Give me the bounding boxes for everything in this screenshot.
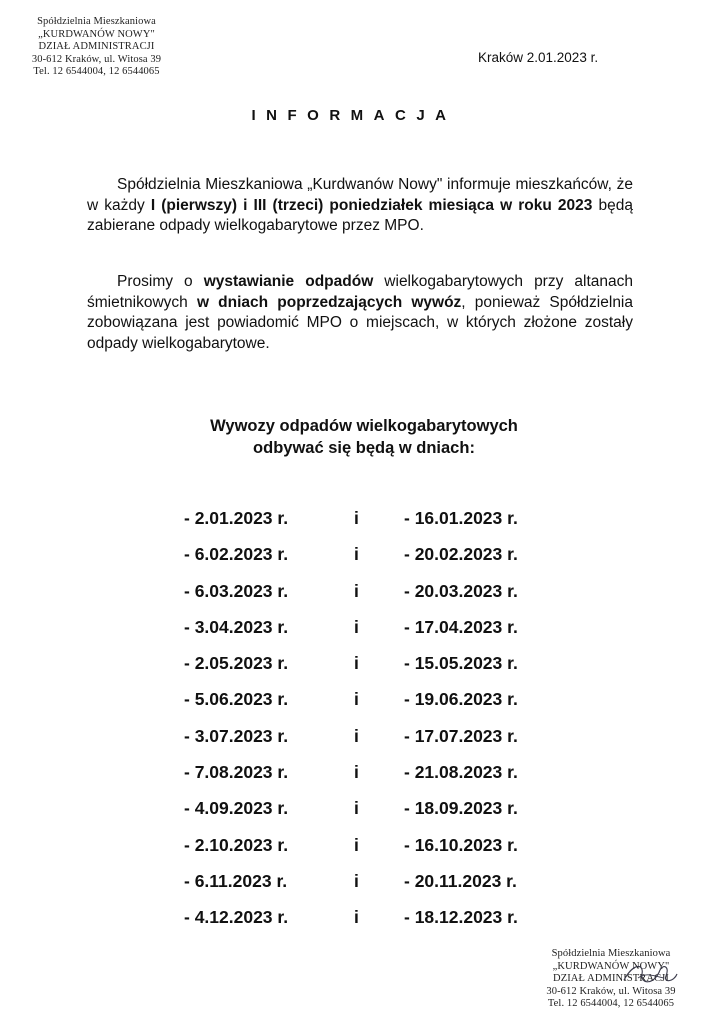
paragraph-2-bold-2: w dniach poprzedzających wywóz <box>196 293 462 311</box>
conjunction: i <box>354 762 359 783</box>
conjunction: i <box>354 653 359 674</box>
first-date: - 3.07.2023 r. <box>184 725 289 746</box>
first-date: - 4.09.2023 r. <box>184 798 289 819</box>
schedule-heading-line-2: odbywać się będą w dniach: <box>253 439 475 457</box>
schedule-row <box>0 726 708 762</box>
second-date: - 21.08.2023 r. <box>404 762 518 783</box>
conjunction: i <box>354 544 359 565</box>
stamp-line: 30-612 Kraków, ul. Witosa 39 <box>546 985 676 997</box>
conjunction: i <box>354 616 359 637</box>
schedule-row <box>0 835 708 871</box>
schedule-row <box>0 798 708 834</box>
first-date: - 3.04.2023 r. <box>184 616 289 637</box>
conjunction: i <box>354 907 359 928</box>
second-date: - 19.06.2023 r. <box>404 689 518 710</box>
conjunction: i <box>354 689 359 710</box>
first-date: - 5.06.2023 r. <box>184 689 289 710</box>
stamp-line: DZIAŁ ADMINISTRACJI <box>38 41 155 52</box>
conjunction: i <box>354 798 359 819</box>
second-date: - 18.09.2023 r. <box>404 798 518 819</box>
schedule-row <box>0 762 708 798</box>
conjunction: i <box>354 725 359 746</box>
stamp-line: Tel. 12 6544004, 12 6544065 <box>33 66 160 77</box>
stamp-line: Spółdzielnia Mieszkaniowa <box>37 16 156 27</box>
schedule-heading <box>0 415 708 459</box>
first-date: - 2.10.2023 r. <box>184 834 289 855</box>
first-date: - 2.05.2023 r. <box>184 653 289 674</box>
schedule-row <box>0 617 708 653</box>
schedule-row <box>0 544 708 580</box>
paragraph-2-text-1: Prosimy o <box>117 273 204 290</box>
second-date: - 16.10.2023 r. <box>404 834 518 855</box>
first-date: - 6.03.2023 r. <box>184 580 289 601</box>
stamp-line: „KURDWANÓW NOWY" <box>552 960 670 972</box>
conjunction: i <box>354 834 359 855</box>
first-date: - 6.11.2023 r. <box>184 870 288 891</box>
document-title: INFORMACJA <box>251 107 457 124</box>
stamp-line: 30-612 Kraków, ul. Witosa 39 <box>31 53 162 65</box>
paragraph-1 <box>87 175 633 237</box>
schedule-heading-line-1: Wywozy odpadów wielkogabarytowych <box>210 417 518 435</box>
place-date: Kraków 2.01.2023 r. <box>478 50 599 65</box>
first-date: - 4.12.2023 r. <box>184 907 289 928</box>
paragraph-2-text-3: , ponieważ Spółdzielnia zobowiązana jest powiadomić MPO o miejscach, w których złożone zostały odpady wielkogabarytowe. <box>87 293 633 352</box>
second-date: - 17.07.2023 r. <box>404 725 518 746</box>
second-date: - 16.01.2023 r. <box>404 508 518 528</box>
paragraph-2-text-2: wielkogabarytowych przy altanach śmietnikowych <box>87 273 634 311</box>
schedule-row <box>0 689 708 725</box>
second-date: - 20.02.2023 r. <box>404 544 518 565</box>
paragraph-1-text-2: będą zabierane odpady wielkogabarytowe przez MPO. <box>87 196 633 234</box>
second-date: - 17.04.2023 r. <box>404 616 518 637</box>
schedule-row <box>0 653 708 689</box>
conjunction: i <box>354 508 359 528</box>
schedule-row <box>0 907 708 943</box>
stamp-line: DZIAŁ ADMINISTRACJI <box>553 973 669 984</box>
stamp-line: Spółdzielnia Mieszkaniowa <box>551 948 671 959</box>
first-date: - 2.01.2023 r. <box>184 508 289 528</box>
signature-mark <box>620 956 680 992</box>
paragraph-1-text-1: Spółdzielnia Mieszkaniowa „Kurdwanów Nowy" informuje mieszkańców, że w każdy <box>87 176 633 214</box>
schedule-row <box>0 581 708 617</box>
second-date: - 20.03.2023 r. <box>404 580 518 601</box>
conjunction: i <box>354 580 359 601</box>
first-date: - 7.08.2023 r. <box>184 762 289 783</box>
second-date: - 15.05.2023 r. <box>404 653 518 674</box>
schedule-row <box>0 508 708 544</box>
stamp-line: Tel. 12 6544004, 12 6544065 <box>547 998 675 1009</box>
conjunction: i <box>354 870 359 891</box>
stamp-line: „KURDWANÓW NOWY" <box>38 28 155 40</box>
paragraph-2-bold-1: wystawianie odpadów <box>203 273 374 290</box>
paragraph-2 <box>87 272 633 354</box>
second-date: - 20.11.2023 r. <box>404 870 517 891</box>
first-date: - 6.02.2023 r. <box>184 544 289 565</box>
schedule-list <box>0 508 708 944</box>
header-stamp <box>14 16 179 79</box>
paragraph-1-bold-1: I (pierwszy) i III (trzeci) poniedziałek miesiąca w roku 2023 <box>150 196 593 214</box>
second-date: - 18.12.2023 r. <box>404 907 518 928</box>
schedule-row <box>0 871 708 907</box>
